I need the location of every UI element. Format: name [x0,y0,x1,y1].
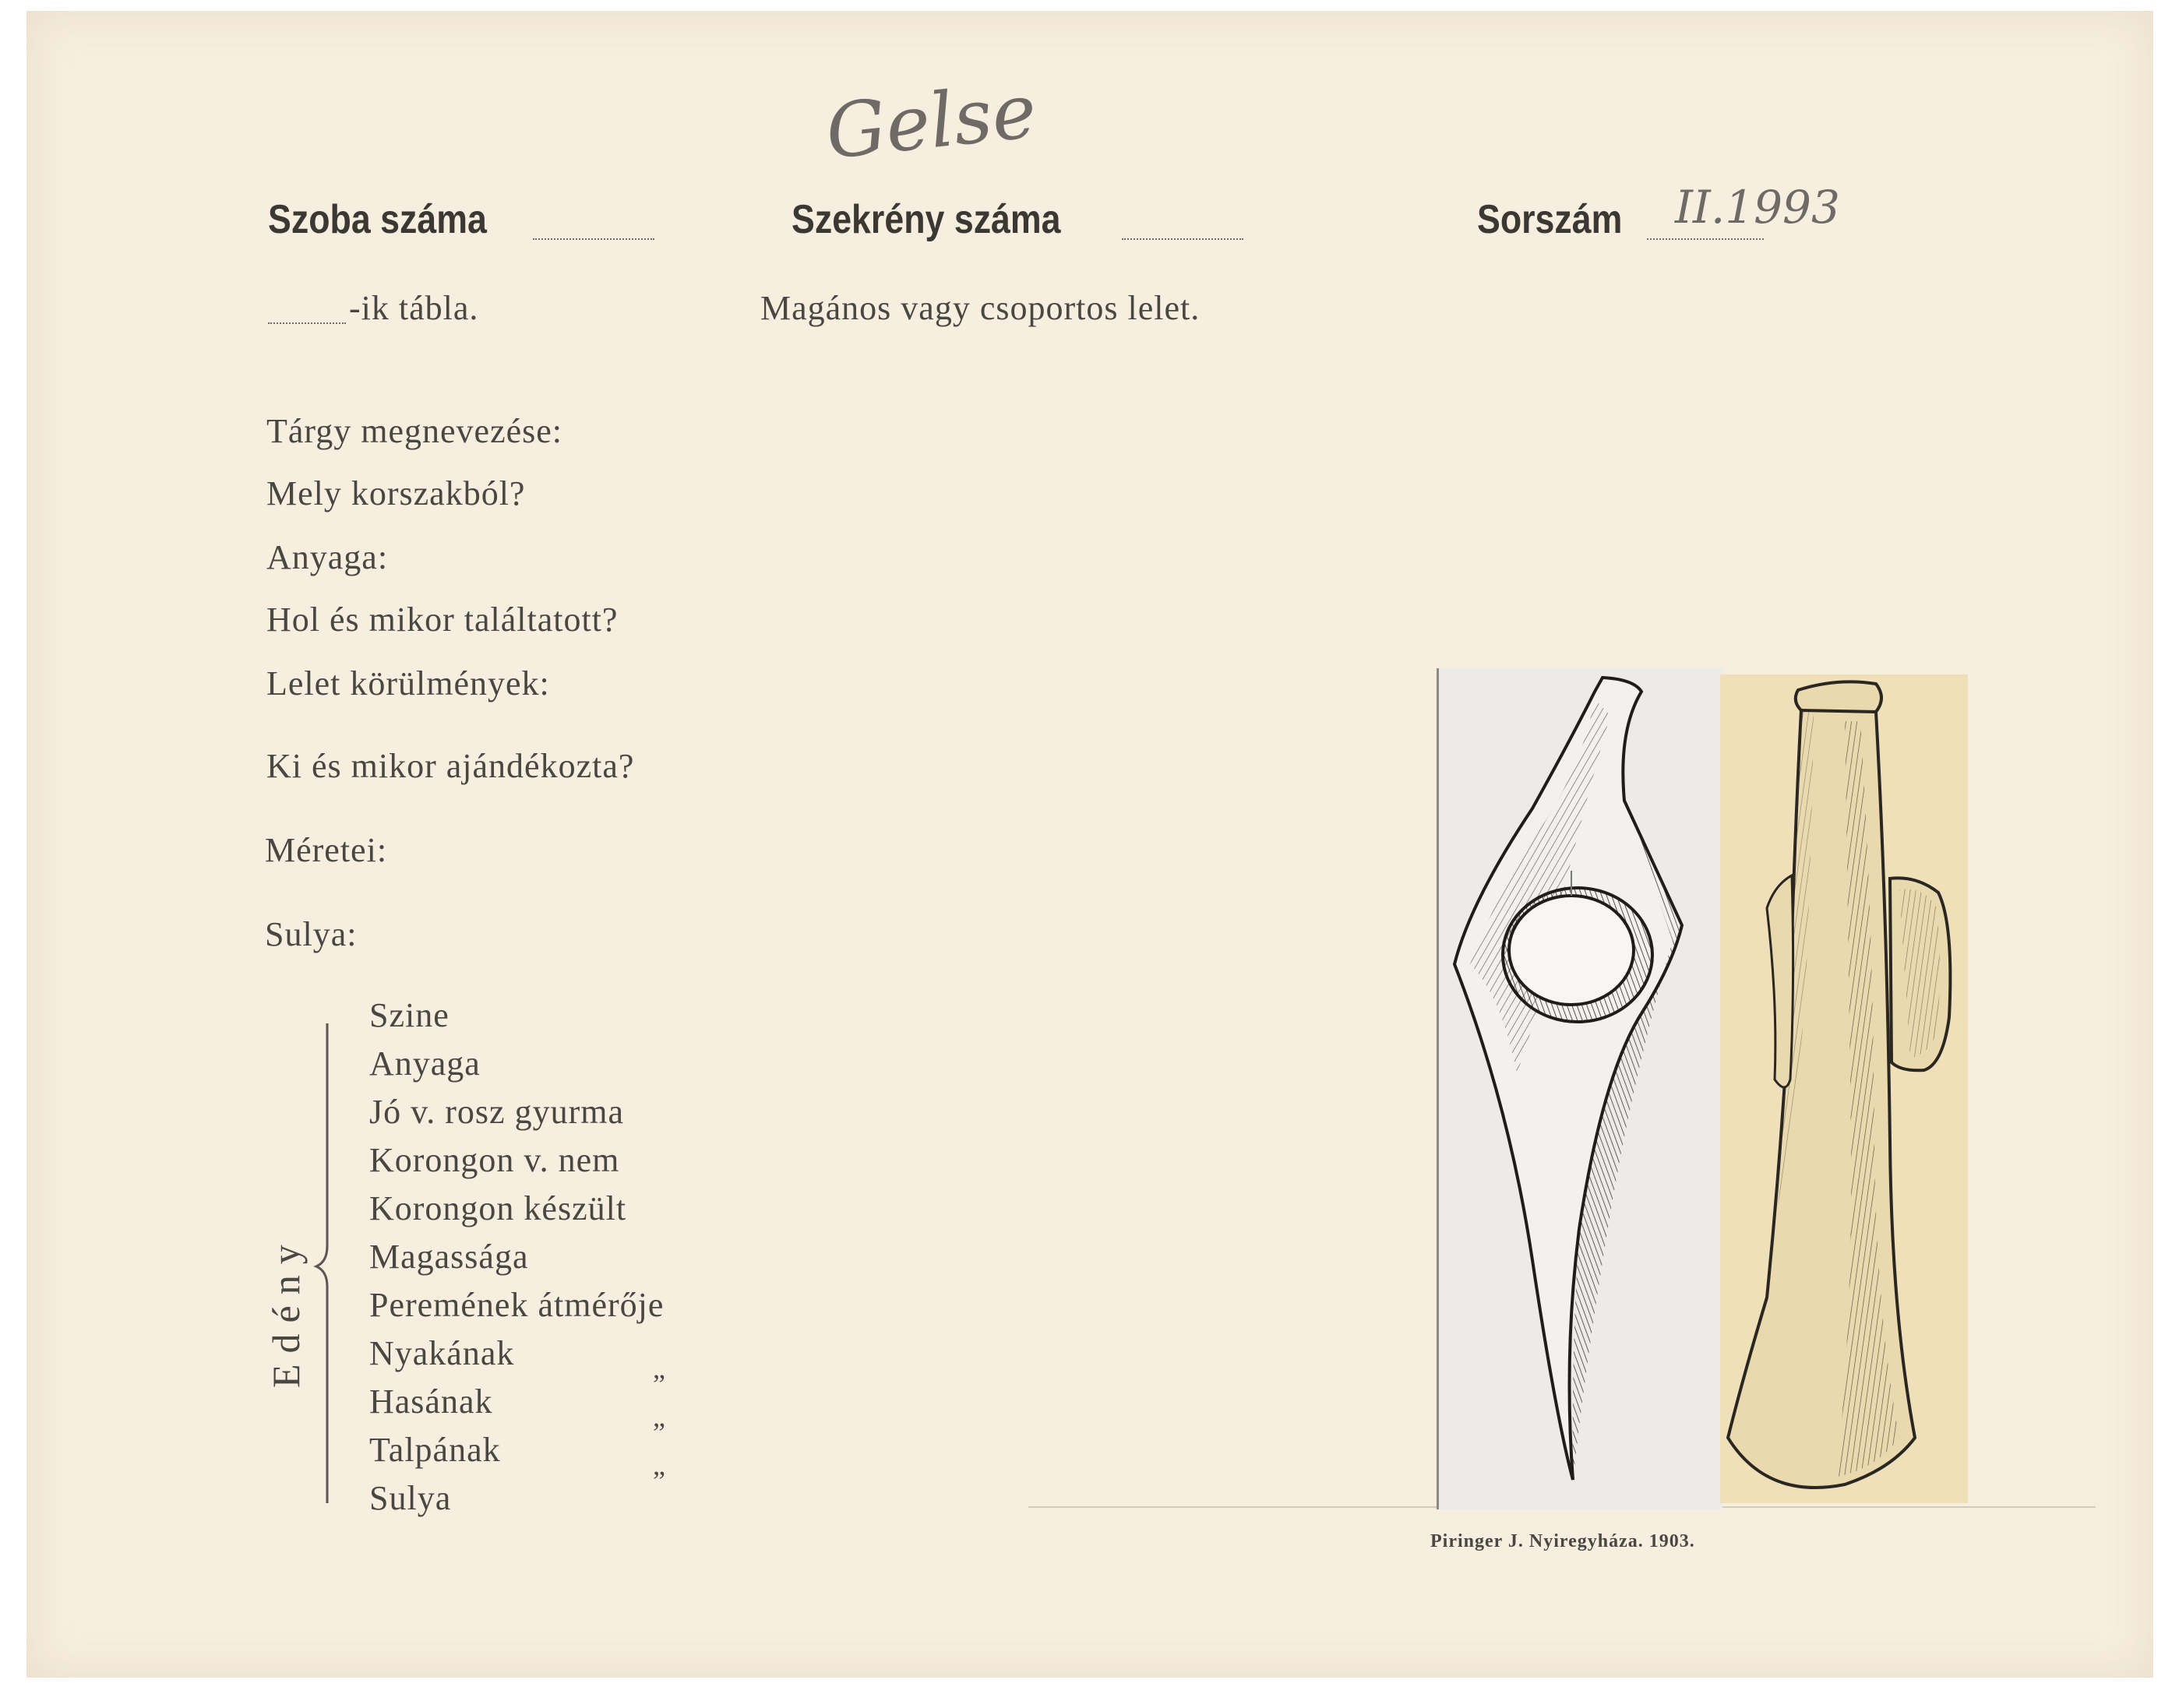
ditto-mark: „ [653,1353,665,1384]
field-find-circumstances: Lelet körülmények: [266,664,550,703]
field-material: Anyaga: [266,538,389,576]
vessel-item-weight: Sulya [369,1479,452,1517]
vessel-item-material: Anyaga [369,1044,481,1083]
axe-side-drawing [1720,674,1968,1503]
vessel-item-color: Szine [369,996,450,1034]
field-where-when-found: Hol és mikor találtatott? [266,600,619,639]
cabinet-number-label: Szekrény száma [792,197,1061,242]
field-period: Mely korszakból? [266,474,526,512]
vessel-item-neck: Nyakának [369,1334,515,1372]
vessel-item-base: Talpának [369,1431,501,1469]
room-number-blank [533,238,654,240]
serial-number-blank [1647,238,1764,240]
field-object-name: Tárgy megnevezése: [266,412,563,450]
plate-number-blank [268,322,346,324]
plate-label: -ik tábla. [349,289,479,327]
serial-number-label: Sorszám [1477,197,1623,242]
vessel-item-height: Magassága [369,1238,529,1276]
vessel-item-clay-quality: Jó v. rosz gyurma [369,1093,624,1131]
field-dimensions: Méretei: [265,831,388,869]
handwritten-note: Gelse [821,67,1041,176]
find-type-label: Magános vagy csoportos lelet. [760,289,1201,327]
cabinet-number-blank [1122,238,1243,240]
vessel-item-rim-diameter: Peremének átmérője [369,1286,665,1324]
serial-number-value: II.1993 [1675,181,1840,234]
vessel-item-belly: Hasának [369,1382,493,1421]
ditto-mark: „ [653,1401,665,1432]
vessel-section-label: Edény [264,1234,308,1388]
vessel-item-wheel-made: Korongon készült [369,1189,627,1227]
ditto-mark: „ [653,1449,665,1481]
field-donor: Ki és mikor ajándékozta? [266,747,635,785]
field-weight: Sulya: [265,915,358,953]
room-number-label: Szoba száma [268,197,487,242]
vessel-item-wheel-or-not: Korongon v. nem [369,1141,620,1179]
vessel-bracket [305,1012,337,1511]
printer-imprint: Piringer J. Nyiregyháza. 1903. [1430,1531,1695,1551]
axe-front-drawing [1437,668,1722,1509]
